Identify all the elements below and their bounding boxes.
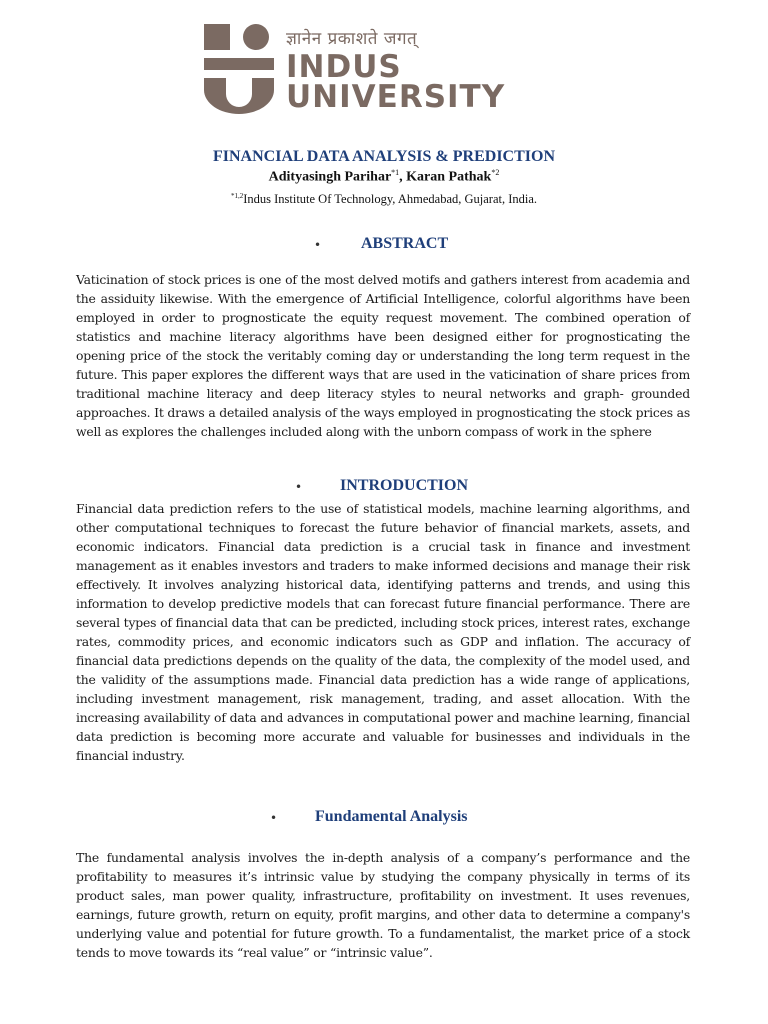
author-name: Karan Pathak [406, 169, 492, 185]
author-superscript: *1 [391, 168, 400, 177]
section-bullet: • [314, 238, 322, 252]
logo-word-university: UNIVERSITY [286, 79, 506, 115]
affiliation-text: Indus Institute Of Technology, Ahmedabad, Gujarat, India. [243, 192, 538, 207]
introduction-heading: INTRODUCTION [340, 477, 469, 494]
logo-tagline: ज्ञानेन प्रकाशते जगत् [286, 29, 418, 49]
section-bullet: • [295, 480, 303, 494]
paper-authors: Adityasingh Parihar$^{*1}$, Karan Pathak$^{*2}$ [268, 168, 500, 185]
paper-affiliation [0, 192, 768, 207]
abstract-heading: ABSTRACT [361, 235, 449, 252]
abstract-paragraph: Vaticination of stock prices is one of the most delved motifs and gathers interest from academia and the assiduity likewise. With the emergence of Artificial Intelligence, colorful algorithms have been employed in order to prognosticate the equity request movement. The combined operation of statistics and machine literacy algorithms have been designed either for prognosticating the opening price of the stock the veritably coming day or understanding the long term request in the future. This paper explores the different ways that are used in the vaticination of share prices from traditional machine literacy and deep literacy styles to neural networks and graph- grounded approaches. It draws a detailed analysis of the ways employed in prognosticating the stock prices as well as explores the challenges included along with the unborn compass of work in the sphere [76, 272, 690, 439]
paper-title: FINANCIAL DATA ANALYSIS & PREDICTION [213, 148, 555, 165]
affiliation-superscript: *1,2 [230, 192, 244, 200]
logo-mark-icon [204, 24, 274, 114]
fundamental-analysis-paragraph: The fundamental analysis involves the in-depth analysis of a company’s performance and the profitability to measures it’s intrinsic value by studying the company physically in terms of its product sales, man power quality, infrastructure, profitability on investment. It uses revenues, earnings, future growth, return on equity, profit margins, and other data to determine a company's underlying value and potential for future growth. To a fundamentalist, the market price of a stock tends to move towards its “real value” or “intrinsic value”. [76, 850, 690, 960]
introduction-paragraph: Financial data prediction refers to the use of statistical models, machine learning algorithms, and other computational techniques to forecast the future behavior of financial markets, assets, and economic indicators. Financial data prediction is a crucial task in finance and investment management as it enables investors and traders to make informed decisions and manage their risk effectively. It involves analyzing historical data, identifying patterns and trends, and using this information to develop predictive models that can forecast future financial performance. There are several types of financial data that can be predicted, including stock prices, interest rates, exchange rates, commodity prices, and economic indicators such as GDP and inflation. The accuracy of financial data predictions depends on the quality of the data, the complexity of the model used, and the validity of the assumptions made. Financial data prediction has a wide range of applications, including investment management, risk management, trading, and asset allocation. With the increasing availability of data and advances in computational power and machine learning, financial data prediction is becoming more accurate and valuable for businesses and individuals in the financial industry. [76, 501, 690, 763]
author-name: Adityasingh Parihar [268, 169, 392, 185]
section-bullet: • [270, 811, 278, 825]
author-superscript: *2 [491, 168, 500, 177]
logo-word-indus: INDUS [286, 49, 402, 85]
fundamental-analysis-heading: Fundamental Analysis [315, 808, 468, 825]
university-logo [204, 24, 564, 116]
